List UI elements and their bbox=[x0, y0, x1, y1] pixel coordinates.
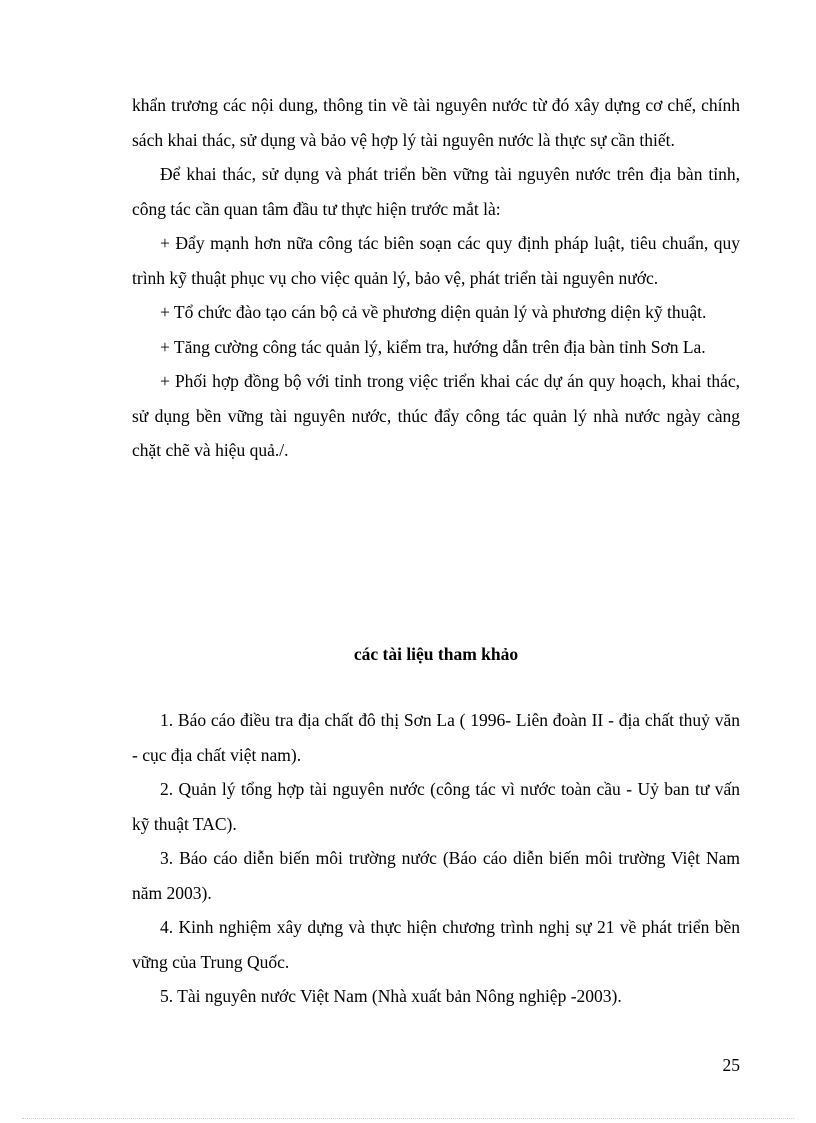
references-heading: các tài liệu tham khảo bbox=[353, 644, 519, 664]
references-list bbox=[132, 703, 740, 1014]
bullet-item: + Tổ chức đào tạo cán bộ cả về phương diện quản lý và phương diện kỹ thuật. bbox=[160, 302, 707, 322]
reference-item: 5. Tài nguyên nước Việt Nam (Nhà xuất bản Nông nghiệp -2003). bbox=[160, 986, 622, 1006]
paragraph-continuation: khẩn trương các nội dung, thông tin về tài nguyên nước từ đó xây dựng cơ chế, chính sách khai thác, sử dụng và bảo vệ hợp lý tài nguyên nước là thực sự cần thiết. bbox=[132, 95, 740, 150]
bullet-item: + Phối hợp đồng bộ với tỉnh trong việc triển khai các dự án quy hoạch, khai thác, sử dụng bền vững tài nguyên nước, thúc đẩy công tác quản lý nhà nước ngày càng chặt chẽ và hiệu quả./. bbox=[132, 371, 740, 460]
page-bottom-divider bbox=[22, 1118, 794, 1119]
paragraph-intro: Để khai thác, sử dụng và phát triển bền vững tài nguyên nước trên địa bàn tỉnh, công tác cần quan tâm đầu tư thực hiện trước mắt là: bbox=[132, 164, 740, 219]
bullet-item: + Tăng cường công tác quản lý, kiểm tra, hướng dẫn trên địa bàn tỉnh Sơn La. bbox=[160, 336, 706, 357]
reference-item: 2. Quản lý tổng hợp tài nguyên nước (công tác vì nước toàn cầu - Uỷ ban tư vấn kỹ thuật TAC). bbox=[132, 779, 740, 834]
body-text bbox=[132, 88, 740, 468]
reference-item: 4. Kinh nghiệm xây dựng và thực hiện chương trình nghị sự 21 về phát triển bền vững của Trung Quốc. bbox=[132, 917, 740, 972]
bullet-item: + Đẩy mạnh hơn nữa công tác biên soạn các quy định pháp luật, tiêu chuẩn, quy trình kỹ thuật phục vụ cho việc quản lý, bảo vệ, phát triển tài nguyên nước. bbox=[132, 233, 740, 288]
reference-item: 3. Báo cáo diễn biến môi trường nước (Báo cáo diễn biến môi trường Việt Nam năm 2003). bbox=[132, 848, 740, 903]
page-number: 25 bbox=[722, 1055, 740, 1075]
reference-item: 1. Báo cáo điều tra địa chất đô thị Sơn La ( 1996- Liên đoàn II - địa chất thuỷ văn - cục địa chất việt nam). bbox=[132, 710, 740, 765]
